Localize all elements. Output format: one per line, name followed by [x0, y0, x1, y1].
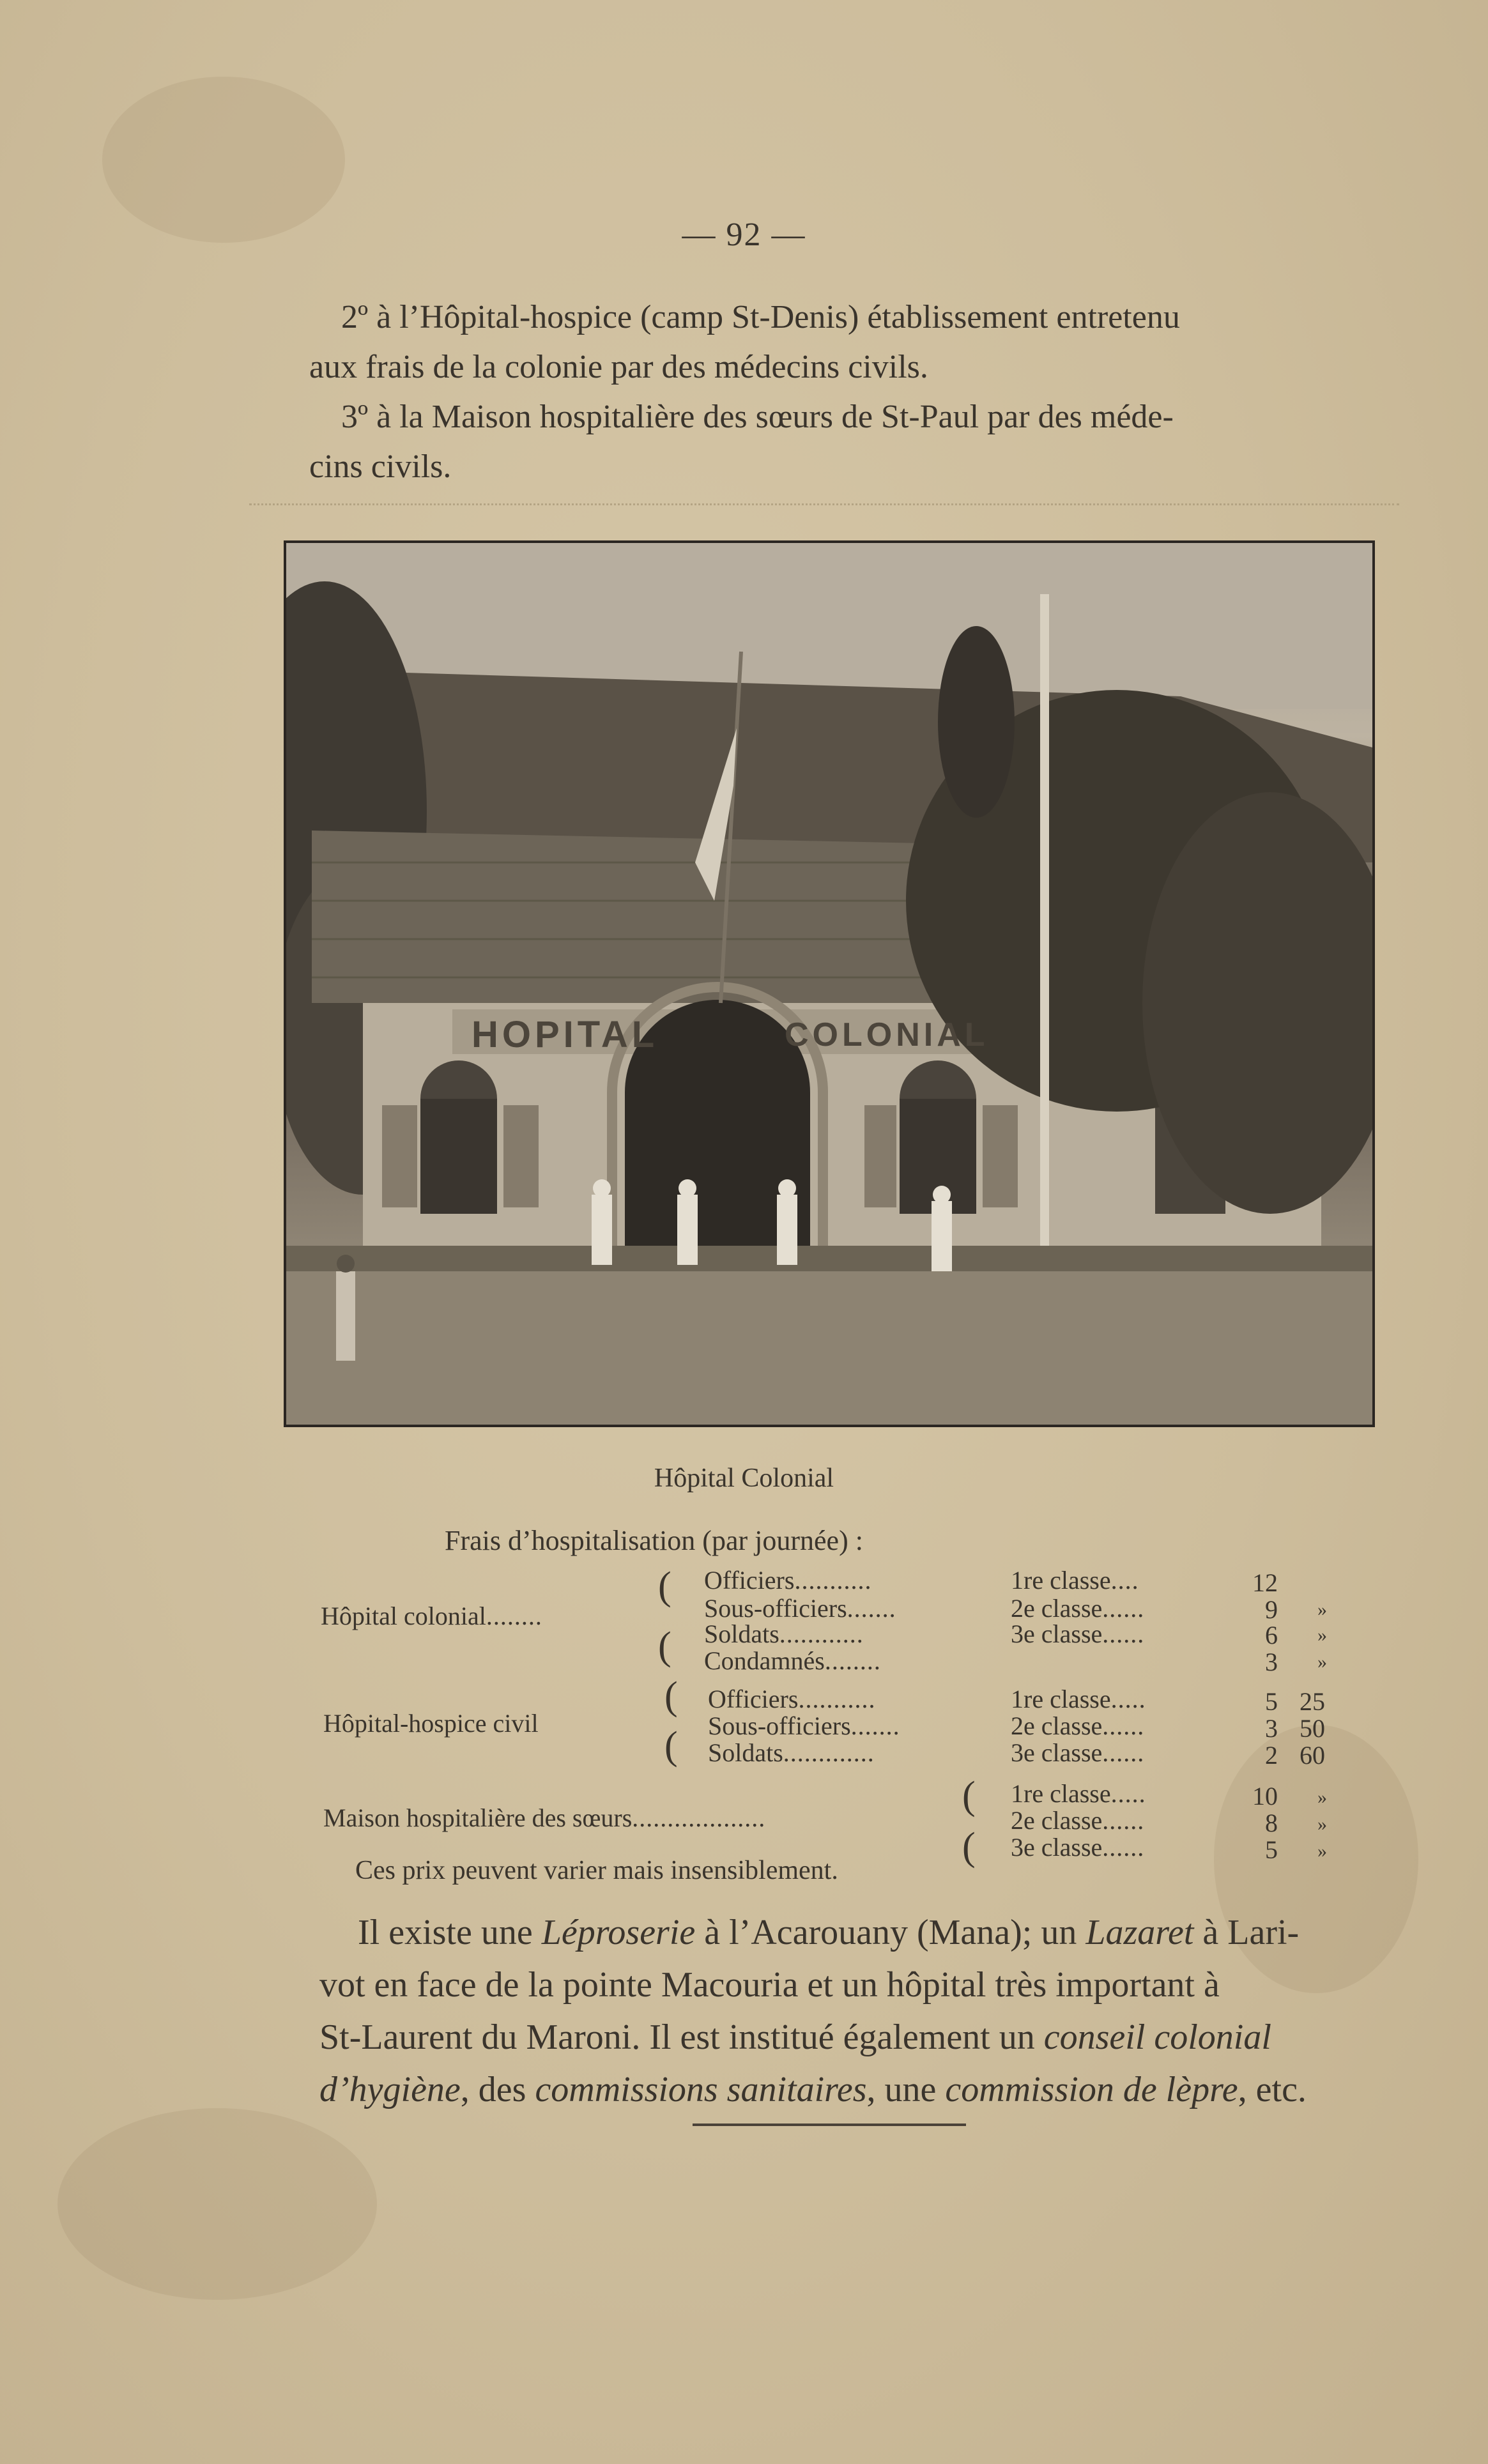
body-text: , etc.: [1238, 2070, 1307, 2109]
fee-class: [1011, 1712, 1144, 1740]
intro-paragraph-item-3: [309, 392, 1319, 492]
fee-row: [708, 1685, 875, 1713]
body-paragraph: [319, 1906, 1342, 2116]
fee-price: 5: [1265, 1835, 1278, 1864]
group-label-text: Maison hospitalière des sœurs: [323, 1803, 633, 1832]
fee-row: [708, 1712, 900, 1740]
fee-mark: »: [1317, 1599, 1327, 1620]
fee-class-text: 3e classe: [1011, 1738, 1103, 1767]
fee-price: 6: [1265, 1621, 1278, 1649]
fee-class: [1011, 1685, 1146, 1713]
fee-category: Officiers: [708, 1685, 799, 1713]
fee-row: [704, 1595, 896, 1623]
fee-class-text: 1re classe: [1011, 1566, 1111, 1595]
leader-dots: ......: [1102, 1806, 1145, 1835]
fee-class: [1011, 1833, 1144, 1862]
fee-category: Sous-officiers: [708, 1711, 851, 1740]
leader-dots: ............: [779, 1619, 864, 1648]
fee-class-text: 2e classe: [1011, 1711, 1103, 1740]
intro-line: cins civils.: [309, 448, 452, 485]
fee-price: 3: [1265, 1714, 1278, 1743]
photo-caption: Hôpital Colonial: [654, 1464, 834, 1493]
fee-class-text: 3e classe: [1011, 1619, 1103, 1648]
leader-dots: ......: [1102, 1594, 1145, 1623]
intro-line: aux frais de la colonie par des médecins civils.: [309, 349, 928, 385]
fee-class: [1011, 1620, 1144, 1648]
fee-class-text: 3e classe: [1011, 1833, 1103, 1862]
hospital-photograph: [284, 540, 1375, 1427]
leader-dots: ...........: [794, 1566, 872, 1595]
leader-dots: ......: [1102, 1738, 1145, 1767]
group-label-text: Hôpital colonial: [321, 1602, 486, 1630]
group-leader-dots: ........: [486, 1602, 542, 1630]
body-text: , une: [866, 2070, 946, 2109]
body-text: St-Laurent du Maroni. Il est institué également un: [319, 2017, 1044, 2057]
body-text-italic: Léproserie: [541, 1913, 696, 1952]
fee-cents: 25: [1300, 1687, 1325, 1716]
leader-dots: .............: [783, 1738, 875, 1767]
intro-paragraph-item-2: [309, 293, 1319, 392]
fee-class: [1011, 1739, 1144, 1767]
group-label: [321, 1602, 542, 1630]
leader-dots: ......: [1102, 1619, 1145, 1648]
leader-dots: .....: [1110, 1685, 1146, 1713]
brace: (: [962, 1774, 976, 1817]
leader-dots: ......: [1102, 1711, 1145, 1740]
fee-category: Officiers: [704, 1566, 795, 1595]
fee-price: 5: [1265, 1687, 1278, 1716]
leader-dots: ...........: [798, 1685, 876, 1713]
fee-class: [1011, 1566, 1139, 1595]
fee-price: 10: [1252, 1782, 1278, 1810]
fee-price: 2: [1265, 1741, 1278, 1770]
brace: (: [962, 1825, 976, 1869]
fees-note: Ces prix peuvent varier mais insensiblement.: [355, 1856, 838, 1885]
leader-dots: .......: [847, 1594, 896, 1623]
fees-heading: Frais d’hospitalisation (par journée) :: [445, 1525, 863, 1556]
fee-mark: »: [1317, 1814, 1327, 1835]
dotted-rule: [249, 503, 1399, 505]
body-text-italic: Lazaret: [1085, 1913, 1194, 1952]
intro-line: 2º à l’Hôpital-hospice (camp St-Denis) établissement entretenu: [341, 299, 1180, 335]
fee-cents: 50: [1300, 1714, 1325, 1743]
fee-price: 8: [1265, 1809, 1278, 1837]
leader-dots: .......: [850, 1711, 900, 1740]
body-text: à Lari-: [1193, 1913, 1300, 1952]
fee-category: Condamnés: [704, 1646, 825, 1675]
paper-stain: [58, 2108, 377, 2300]
body-line: vot en face de la pointe Macouria et un hôpital très important à: [319, 1965, 1220, 2005]
group-leader-dots: ...................: [632, 1803, 766, 1832]
brace: (: [664, 1674, 678, 1718]
fee-mark: »: [1317, 1787, 1327, 1808]
intro-line: 3º à la Maison hospitalière des sœurs de St-Paul par des méde-: [341, 399, 1174, 435]
sign-colonial: COLONIAL: [785, 1016, 989, 1053]
leader-dots: ....: [1110, 1566, 1139, 1595]
body-text-italic: commissions sanitaires: [535, 2070, 867, 2109]
brace: (: [658, 1565, 671, 1608]
fee-class-text: 1re classe: [1011, 1685, 1111, 1713]
fee-class: [1011, 1807, 1144, 1835]
fee-row: [704, 1566, 871, 1595]
fee-row: [704, 1620, 864, 1648]
fee-class-text: 2e classe: [1011, 1594, 1103, 1623]
leader-dots: ......: [1102, 1833, 1145, 1862]
fee-mark: »: [1317, 1625, 1327, 1646]
fee-class: [1011, 1780, 1146, 1808]
body-text: , des: [460, 2070, 535, 2109]
fee-mark: »: [1317, 1840, 1327, 1862]
fee-cents: 60: [1300, 1741, 1325, 1770]
closing-rule: [693, 2123, 966, 2126]
hospital-photograph-drawing: [286, 543, 1372, 1425]
fee-class: [1011, 1595, 1144, 1623]
fee-price: 12: [1252, 1568, 1278, 1597]
fee-category: Soldats: [708, 1738, 783, 1767]
fee-class-text: 2e classe: [1011, 1806, 1103, 1835]
fee-price: 9: [1265, 1595, 1278, 1624]
sign-hopital: HOPITAL: [472, 1014, 659, 1055]
brace: (: [664, 1724, 678, 1768]
group-label-text: Hôpital-hospice civil: [323, 1709, 539, 1738]
fee-row: [708, 1739, 875, 1767]
fee-price: 3: [1265, 1648, 1278, 1676]
fee-category: Sous-officiers: [704, 1594, 847, 1623]
page-number: — 92 —: [682, 217, 806, 253]
leader-dots: ........: [824, 1646, 881, 1675]
body-text: à l’Acarouany (Mana); un: [695, 1913, 1086, 1952]
brace: (: [658, 1625, 671, 1668]
group-label: [323, 1804, 765, 1832]
fee-mark: »: [1317, 1651, 1327, 1672]
fee-category: Soldats: [704, 1619, 779, 1648]
body-text-italic: commission de lèpre: [945, 2070, 1238, 2109]
body-text: Il existe une: [358, 1913, 542, 1952]
fee-row: [704, 1647, 881, 1675]
body-line: [319, 1906, 1342, 1959]
body-text-italic: conseil colonial: [1043, 2017, 1271, 2057]
body-text-italic: d’hygiène: [319, 2070, 461, 2109]
fee-class-text: 1re classe: [1011, 1779, 1111, 1808]
body-line: [319, 2011, 1342, 2063]
leader-dots: .....: [1110, 1779, 1146, 1808]
body-line: [319, 2063, 1342, 2116]
